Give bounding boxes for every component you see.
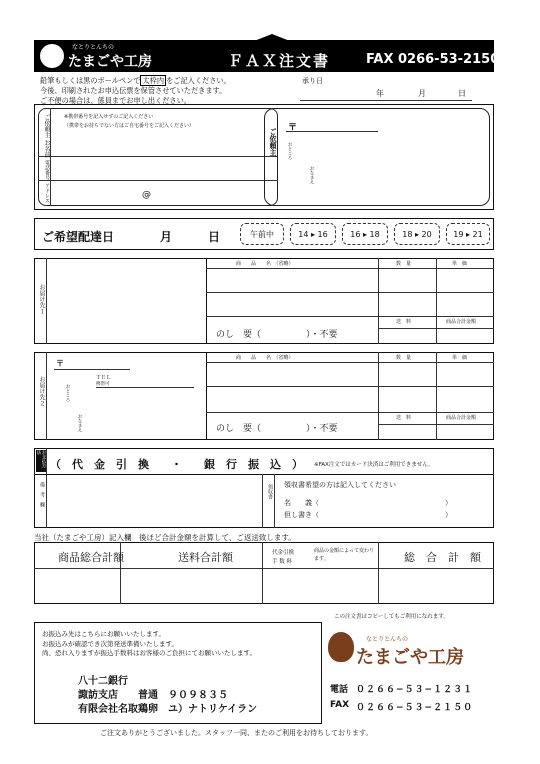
ship1-row-line [378, 328, 494, 329]
slot-label: 19 ▸ 21 [453, 229, 483, 239]
remarks-field[interactable] [48, 476, 260, 526]
ship2-col-divider [206, 352, 207, 440]
receipt-description-field[interactable]: 但し書き（ ） [284, 511, 452, 519]
slot-label: 16 ▸ 18 [350, 229, 380, 239]
ship2-tel-label: ＴＥＬ [96, 375, 112, 381]
payment-row-line [34, 474, 494, 475]
ship1-subtotal-label: 商品合計金額 [446, 319, 477, 325]
requester-label-divider [50, 108, 51, 206]
payment-label-divider [46, 448, 47, 528]
ship2-header-line [206, 362, 494, 363]
ship2-qty-header: 数 量 [396, 355, 412, 361]
name-note-2: （携帯をお持ちでない方はご自宅番号をご記入ください） [64, 123, 194, 129]
company-fax-label: FAX [330, 700, 350, 710]
bank-branch: 諏訪支店 普通 ９０９８３５ [78, 690, 228, 701]
ship2-row-line [206, 386, 494, 387]
ship2-address-field[interactable] [84, 390, 204, 438]
company-tel-label: 電話 [330, 685, 349, 695]
ship1-noshi: のし 要（ ）・不要 [216, 330, 338, 340]
company-chicken-icon [328, 632, 354, 662]
payment-methods[interactable]: （ 代 金 引 換 ・ 銀 行 振 込 ） [50, 458, 303, 471]
phone-field[interactable] [52, 158, 276, 178]
ship2-tel-sub: 携帯可 [96, 382, 110, 387]
ship2-row-line [206, 412, 494, 413]
phone-label: 電話番号 [44, 160, 50, 180]
ship1-col-divider [436, 258, 437, 344]
ship2-subtotal-label: 商品合計金額 [446, 415, 477, 421]
received-year: 年 [376, 89, 384, 98]
instructions [40, 76, 290, 106]
bank-note: お振込みが確認でき次第発送準備いたします。 [42, 639, 178, 648]
receipt-title: 領収書希望の方は記入してください [284, 481, 396, 489]
sender-postal-line [286, 131, 378, 132]
bank-note: 尚、恐れ入りますが振込手数料はお客様のご負担にてお願いいたします。 [42, 649, 256, 657]
delivery-slot-16-18[interactable] [342, 223, 388, 245]
sender-name-small: おなまえ [309, 166, 314, 184]
ship2-furigana-label: おところ [65, 384, 70, 402]
delivery-month-label: 月 [160, 230, 173, 244]
ship1-item-header: 商 品 名 （省略） [236, 261, 294, 267]
instruction-highlight: 太枠内 [142, 76, 165, 85]
office-col-divider [262, 542, 263, 604]
delivery-slot-morning[interactable] [240, 223, 284, 245]
delivery-slot-19-21[interactable] [446, 223, 490, 245]
company-logo: たまごや工房 [356, 647, 464, 668]
received-month: 月 [418, 89, 426, 98]
header-fax-number: FAX 0266-53-2150 [366, 52, 500, 67]
email-field[interactable] [52, 182, 276, 204]
ship2-item-header: 商 品 名 （省略） [236, 355, 294, 361]
company-logo-small: なとりとんちの [366, 636, 409, 643]
ship2-noshi: のし 要（ ）・不要 [216, 424, 338, 434]
name-label: ご依頼主 お名前 [43, 114, 50, 158]
ship1-row-line [206, 316, 494, 317]
ship2-postage-label: 送 料 [396, 415, 412, 421]
office-col-grand-total: 総 合 計 額 [404, 551, 481, 564]
address-label: アドレス [44, 183, 50, 203]
company-fax: ０２６６−５３−２１５０ [356, 703, 474, 713]
bank-name: 八十二銀行 [78, 676, 128, 687]
instruction-text: 鉛筆もしくは黒のボールペンで [40, 76, 141, 85]
chicken-logo-icon [40, 44, 64, 68]
ship1-qty-header: 数 量 [396, 261, 412, 267]
office-use-title: 当社（たまごや工房）記入欄 後ほど合計金額を計算して、ご返送致します。 [34, 533, 296, 542]
payment-method-label: お支払方法 [36, 450, 46, 472]
company-tel: ０２６６−５３−１２３１ [356, 685, 474, 695]
delivery-slot-14-16[interactable] [290, 223, 336, 245]
delivery-day-label: 日 [208, 230, 221, 244]
footer-thanks: ご注文ありがとうございました。スタッフ一同、またのご利用をお待ちしております。 [100, 729, 373, 737]
receipt-label-divider [274, 474, 275, 528]
ship2-postal-line [54, 369, 130, 370]
name-note: ※携帯番号を記入せずのご記入ください [64, 114, 154, 120]
ship1-address-field[interactable] [48, 260, 204, 342]
office-col-cod-fee-sub: 手 数 料 [272, 559, 292, 565]
ship1-row-line [206, 292, 494, 293]
ship1-col-divider [378, 258, 379, 344]
header-arrow [236, 34, 308, 48]
ship1-label: お届け先１ [38, 284, 45, 314]
slot-label: 午前中 [250, 229, 274, 239]
ship1-postage-label: 送 料 [396, 319, 412, 325]
sender-address-field[interactable] [296, 134, 486, 202]
bank-notes [42, 630, 256, 659]
page-title: ＦＡＸ注文書 [228, 52, 331, 70]
instruction-text: 今後、印刷されたお申込伝票を保管させていただきます。 [40, 86, 227, 95]
ship2-tel-line [96, 387, 194, 388]
office-col-products-total: 商品総合計額 [58, 551, 124, 564]
ship1-header-line [206, 268, 494, 269]
instruction-text: をご記入ください。 [166, 76, 231, 85]
ship2-col-divider [436, 352, 437, 440]
received-day: 日 [458, 89, 466, 98]
ship2-row-line [378, 424, 494, 425]
sender-postal-mark: 〒 [288, 123, 298, 133]
header-logo: たまごや工房 [68, 54, 152, 70]
delivery-slot-18-20[interactable] [394, 223, 440, 245]
sender-furigana-label: おところ [287, 142, 292, 160]
bank-note: お振込み先はこちらにお願いいたします。 [42, 630, 165, 638]
header-logo-small: なとりとんちの [72, 44, 115, 51]
receipt-name-field[interactable]: 名 義（ ） [284, 499, 452, 507]
ship1-col-divider [206, 258, 207, 344]
ship2-label-divider [46, 352, 47, 440]
instruction-text: ご不便の場合は、係員までお申し出ください。 [40, 96, 191, 105]
office-col-cod-note: 商品の金額によって変わります。 [314, 548, 375, 562]
office-col-cod-fee: 代金引換 [272, 550, 295, 556]
ship2-name-small: おなまえ [77, 414, 82, 432]
receipt-label: 領収書 [267, 484, 273, 499]
ship2-col-divider [378, 352, 379, 440]
ship2-postal-mark: 〒 [56, 359, 64, 368]
bank-account-holder: 有限会社名取鶏卵 ユ）ナトリケイラン [78, 704, 258, 715]
remarks-label: 備 考 欄 [39, 482, 45, 507]
delivery-date-label: ご希望配達日 [42, 230, 115, 244]
ship2-label: お届け先２ [38, 376, 45, 406]
office-col-shipping-total: 送料合計額 [178, 551, 233, 564]
requester-row-divider [38, 180, 278, 181]
office-header-line [34, 568, 494, 569]
ship1-label-divider [46, 258, 47, 344]
sender-label: ご依頼主 [269, 128, 277, 156]
ship2-price-header: 単 価 [452, 355, 468, 361]
ship1-price-header: 単 価 [452, 261, 468, 267]
requester-row-divider [38, 156, 278, 157]
slot-label: 14 ▸ 16 [298, 229, 328, 239]
received-date-label: 承り日 [302, 77, 323, 85]
received-date-line [300, 100, 472, 101]
office-col-divider [378, 542, 379, 604]
slot-label: 18 ▸ 20 [402, 229, 432, 239]
copy-note: この注文書はコピーしてもご利用になれます。 [334, 614, 449, 620]
payment-note: ※FAX注文ではカード決済はご利用できません。 [314, 462, 434, 468]
receipt-divider [262, 474, 263, 528]
name-field[interactable] [52, 128, 276, 154]
email-at-sign: @ [142, 190, 151, 200]
